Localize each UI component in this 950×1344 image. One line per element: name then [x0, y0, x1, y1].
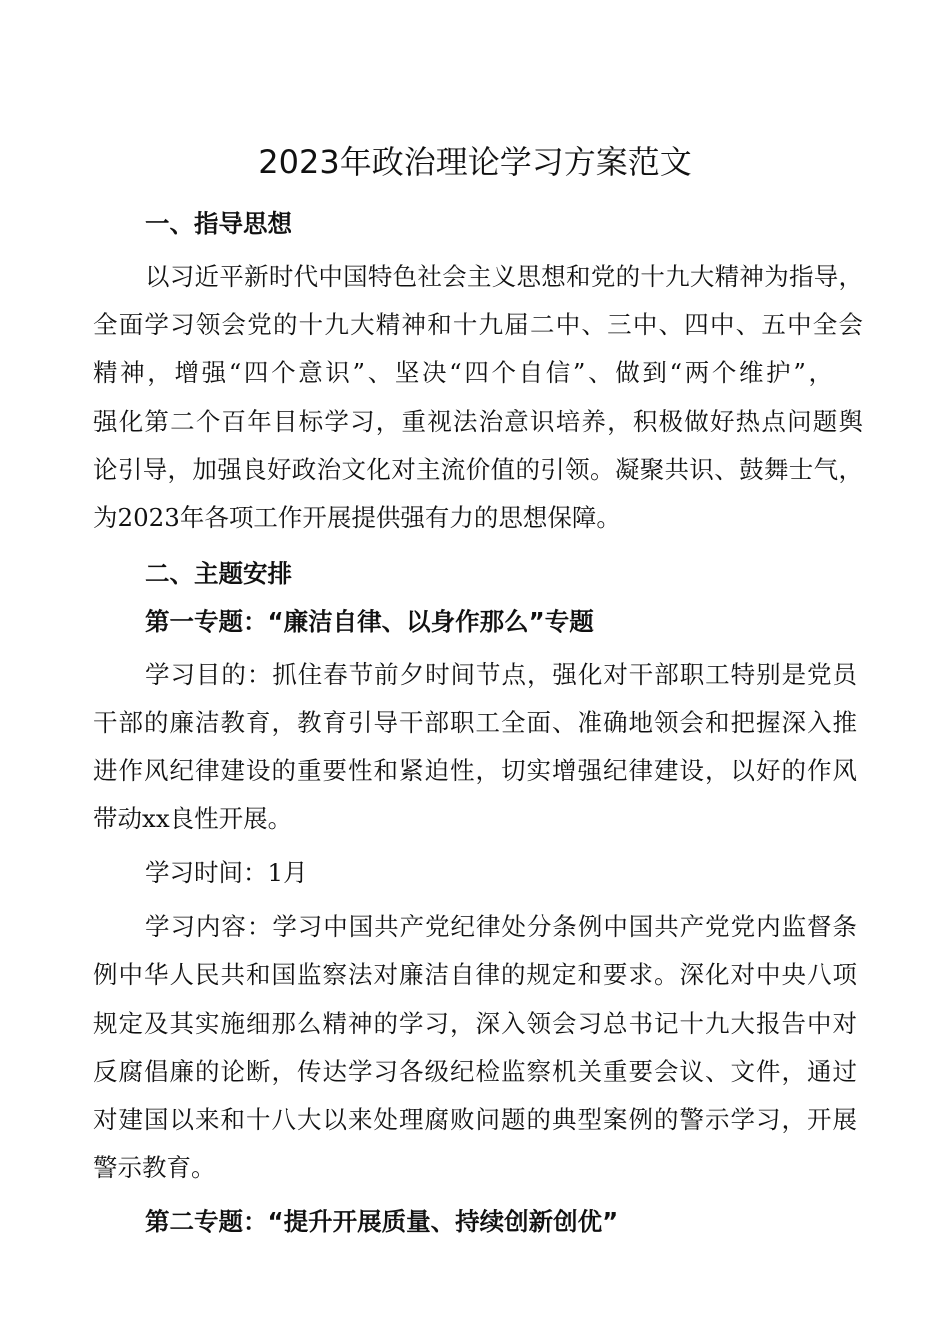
content-line: 反腐倡廉的论断，传达学习各级纪检监察机关重要会议、文件，通过: [93, 1057, 857, 1086]
purpose-line: 干部的廉洁教育，教育引导干部职工全面、准确地领会和把握深入推: [93, 708, 857, 737]
paragraph-line: 以习近平新时代中国特色社会主义思想和党的十九大精神为指导，: [145, 262, 863, 291]
document-title: 2023年政治理论学习方案范文: [258, 143, 692, 181]
paragraph-line: 全面学习领会党的十九大精神和十九届二中、三中、四中、五中全会: [93, 310, 863, 339]
content-line: 对建国以来和十八大以来处理腐败问题的典型案例的警示学习，开展: [93, 1105, 857, 1134]
content-line: 例中华人民共和国监察法对廉洁自律的规定和要求。深化对中央八项: [93, 960, 857, 989]
content-line: 警示教育。: [93, 1153, 216, 1182]
paragraph-line: 精神，增强“四个意识”、坚决“四个自信”、做到“两个维护”，: [93, 358, 833, 387]
topic-heading-2: 第二专题：“提升开展质量、持续创新创优”: [145, 1207, 619, 1236]
section-heading-guiding-ideology: 一、指导思想: [145, 209, 292, 238]
paragraph-line: 为2023年各项工作开展提供强有力的思想保障。: [93, 503, 621, 532]
content-line: 规定及其实施细那么精神的学习，深入领会习总书记十九大报告中对: [93, 1009, 857, 1038]
purpose-line: 进作风纪律建设的重要性和紧迫性，切实增强纪律建设，以好的作风: [93, 756, 857, 785]
paragraph-line: 强化第二个百年目标学习，重视法治意识培养，积极做好热点问题舆: [93, 407, 863, 436]
content-line: 学习内容：学习中国共产党纪律处分条例中国共产党党内监督条: [145, 912, 857, 941]
topic-heading-1: 第一专题：“廉洁自律、以身作那么”专题: [145, 607, 594, 636]
paragraph-line: 论引导，加强良好政治文化对主流价值的引领。凝聚共识、鼓舞士气，: [93, 455, 863, 484]
section-heading-topic-arrangement: 二、主题安排: [145, 559, 292, 588]
purpose-line: 带动xx良性开展。: [93, 804, 293, 833]
purpose-line: 学习目的：抓住春节前夕时间节点，强化对干部职工特别是党员: [145, 660, 857, 689]
study-time: 学习时间：1月: [145, 858, 308, 887]
